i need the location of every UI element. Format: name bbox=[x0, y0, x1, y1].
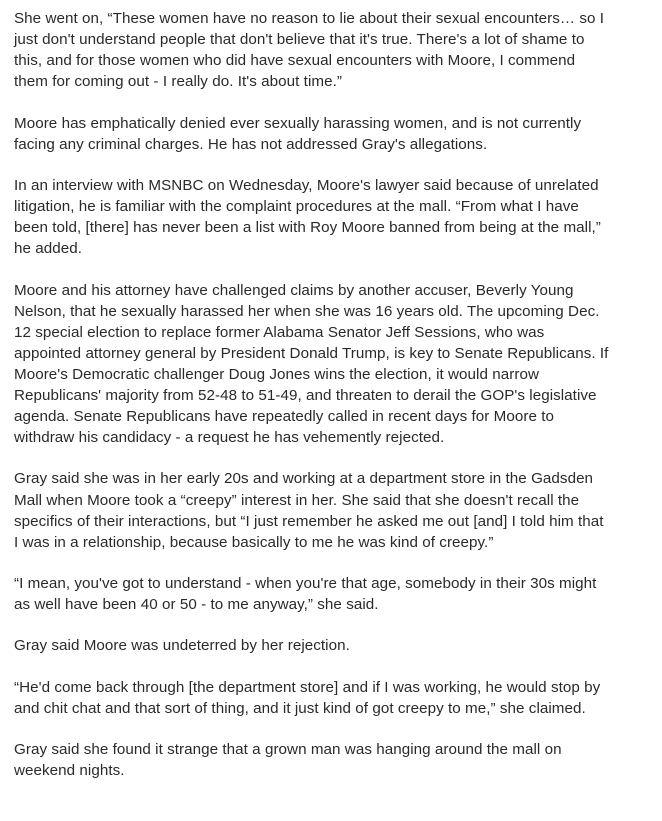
article-paragraph: Gray said Moore was undeterred by her rejection. bbox=[14, 637, 350, 655]
article-paragraph: Gray said she found it strange that a grown man was hanging around the mall on weekend nights. bbox=[14, 741, 562, 780]
article-paragraph: “He'd come back through [the department store] and if I was working, he would stop by and chit chat and that sort of thing, and it just kind of got creepy to me,” she claimed. bbox=[14, 678, 601, 717]
article-paragraph: Moore has emphatically denied ever sexually harassing women, and is not currently facing any criminal charges. He has not addressed Gray's allegations. bbox=[14, 114, 582, 153]
article-paragraph: Moore and his attorney have challenged claims by another accuser, Beverly Young Nelson, that he sexually harassed her when she was 16 years old. The upcoming Dec. 12 special election to replace former Alabama Senator Jeff Sessions, who was appointed attorney general by President Donald Trump, is key to Senate Republicans. If Moore's Democratic challenger Doug Jones wins the election, it would narrow Republicans' majority from 52-48 to 51-49, and threaten to derail the GOP's legislative agenda. Senate Republicans have repeatedly called in recent days for Moore to withdraw his candidacy - a request he has vehemently rejected. bbox=[14, 281, 609, 447]
article-paragraph: In an interview with MSNBC on Wednesday, Moore's lawyer said because of unrelated litigation, he is familiar with the complaint procedures at the mall. “From what I have been told, [there] has never been a list with Roy Moore banned from being at the mall,” he added. bbox=[14, 176, 601, 258]
article-paragraph: “I mean, you've got to understand - when you're that age, somebody in their 30s might as well have been 40 or 50 - to me anyway,” she said. bbox=[14, 575, 597, 614]
article-paragraph: Gray said she was in her early 20s and working at a department store in the Gadsden Mall when Moore took a “creepy” interest in her. She said that she doesn't recall the specifics of their interactions, but “I just remember he asked me out [and] I told him that I was in a relationship, because basically to me he was kind of creepy.” bbox=[14, 470, 604, 551]
article-paragraph: She went on, “These women have no reason to lie about their sexual encounters… so I just don't understand people that don't believe that it's true. There's a lot of shame to this, and for those women who did have sexual encounters with Moore, I commend them for coming out - I really do. It's about time.” bbox=[14, 10, 605, 91]
